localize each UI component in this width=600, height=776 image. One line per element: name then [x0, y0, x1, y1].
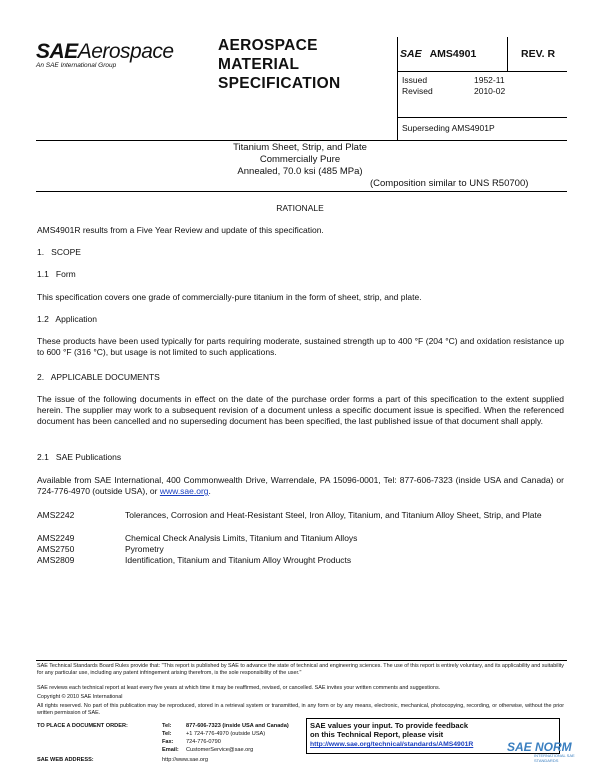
composition-note: (Composition similar to UNS R50700)	[370, 178, 529, 189]
feedback-line-2: on this Technical Report, please visit	[310, 730, 444, 739]
feedback-line-1: SAE values your input. To provide feedback	[310, 721, 469, 730]
sae-publications-end: .	[208, 486, 211, 496]
email-address: CustomerService@sae.org	[186, 747, 254, 753]
spec-title-line-3: Annealed, 70.0 ksi (485 MPa)	[237, 166, 363, 177]
title-bottom-rule	[36, 191, 567, 192]
section-1-1-text: This specification covers one grade of commercially-pure titanium in the form of sheet, strip, and plate.	[37, 292, 422, 302]
header-bottom-rule	[36, 140, 567, 141]
section-2-text: The issue of the following documents in effect on the date of the purchase order forms a part of this specification to the extent supplied herein. The supplier may work to a subsequent revision of a document unless a specific document issue is specified. When the referenced document has been cancelled and no superseding document has been specified, the last published issue of that document shall apply.	[37, 394, 564, 426]
spec-title	[0, 142, 600, 178]
tsb-rules-text: SAE Technical Standards Board Rules provide that: "This report is published by SAE to advance the state of technical and engineering sciences. The use of this report is entirely voluntary, and its applicability and suitability for any particular use, including any patent infringement arising therefrom, is the sole responsibility of the user."	[37, 663, 564, 677]
section-1-2-heading: 1.2 Application	[37, 314, 98, 324]
rights-reserved: All rights reserved. No part of this publication may be reproduced, stored in a retrieval system or transmitted, in any form or by any means, electronic, mechanical, photocopying, recording, or otherwise, without the prior written permission of SAE.	[37, 703, 564, 717]
spec-title-line-2: Commercially Pure	[259, 154, 341, 165]
header-box-rule-1	[397, 71, 567, 72]
tel-label: Tel:	[162, 731, 172, 737]
tel-inside-usa: 877-606-7323 (inside USA and Canada)	[186, 723, 289, 729]
title-line-2: MATERIAL	[218, 56, 300, 73]
rationale-heading: RATIONALE	[276, 203, 324, 213]
rationale-text: AMS4901R results from a Five Year Review and update of this specification.	[37, 225, 324, 235]
document-type-title	[218, 36, 340, 93]
ref-code: AMS2809	[37, 555, 75, 565]
title-line-3: SPECIFICATION	[218, 75, 341, 92]
ref-text: Tolerances, Corrosion and Heat-Resistant Steel, Iron Alloy, Titanium, and Titanium Alloy Sheet, Strip, and Plate	[125, 510, 542, 520]
sae-website-link[interactable]: www.sae.org	[159, 486, 209, 496]
doc-number: AMS4901	[429, 48, 477, 60]
revised-date: 2010-02	[474, 86, 506, 96]
review-note: SAE reviews each technical report at least every five years at which time it may be reaffirmed, revised, or cancelled. SAE invites your written comments and suggestions.	[37, 685, 441, 691]
section-1-1-heading: 1.1 Form	[37, 269, 76, 279]
footer-top-rule	[36, 660, 567, 661]
web-label: SAE WEB ADDRESS:	[37, 757, 94, 763]
email-label: Email:	[162, 747, 179, 753]
sae-norm-subtitle: INTERNATIONAL SAE STANDARDS	[534, 753, 575, 763]
logo-aerospace-text: Aerospace	[77, 40, 174, 63]
tel-outside-usa: +1 724-776-4970 (outside USA)	[186, 731, 266, 737]
feedback-link[interactable]: http://www.sae.org/technical/standards/AMS4901R	[310, 741, 474, 748]
fax-number: 724-776-0790	[186, 739, 221, 745]
header-box-left-border	[397, 37, 398, 140]
issued-label: Issued	[402, 75, 428, 85]
section-2-1-text	[37, 475, 564, 497]
revised-label: Revised	[402, 86, 433, 96]
doc-prefix: SAE	[400, 48, 422, 60]
ref-code: AMS2750	[37, 544, 75, 554]
issued-date: 1952-11	[474, 75, 505, 85]
web-address: http://www.sae.org	[162, 757, 209, 763]
sae-publications-text: Available from SAE International, 400 Commonwealth Drive, Warrendale, PA 15096-0001, Tel: 877-606-7323 (inside USA and Canada) or 724-776-4970 (outside USA), or	[37, 475, 564, 496]
ref-code: AMS2242	[37, 510, 75, 520]
tel-label: Tel:	[162, 723, 172, 729]
header-box-divider	[507, 37, 508, 71]
logo-subtitle: An SAE International Group	[36, 62, 117, 69]
superseding-note: Superseding AMS4901P	[402, 123, 495, 133]
spec-title-line-1: Titanium Sheet, Strip, and Plate	[233, 142, 367, 153]
document-number	[400, 48, 476, 60]
logo-sae-text: SAE	[36, 40, 78, 63]
title-line-1: AEROSPACE	[218, 37, 318, 54]
section-1-heading: 1. SCOPE	[37, 247, 81, 257]
order-label: TO PLACE A DOCUMENT ORDER:	[37, 723, 128, 729]
section-1-2-text: These products have been used typically for parts requiring moderate, sustained strength up to 400 °F (204 °C) and oxidation resistance up to 600 °F (316 °C), but usage is not limited to such applications.	[37, 336, 564, 357]
section-2-1-heading: 2.1 SAE Publications	[37, 452, 122, 462]
ref-code: AMS2249	[37, 533, 75, 543]
sae-aerospace-logo	[36, 40, 174, 64]
copyright: Copyright © 2010 SAE International	[37, 694, 123, 700]
ref-text: Pyrometry	[125, 544, 164, 554]
revision-label: REV. R	[521, 48, 556, 60]
header-box-rule-2	[397, 117, 567, 118]
ref-text: Chemical Check Analysis Limits, Titanium and Titanium Alloys	[125, 533, 358, 543]
fax-label: Fax:	[162, 739, 174, 745]
section-2-heading: 2. APPLICABLE DOCUMENTS	[37, 372, 160, 382]
sae-norm-watermark: SAE NORM	[507, 740, 572, 754]
ref-text: Identification, Titanium and Titanium Alloy Wrought Products	[125, 555, 352, 565]
